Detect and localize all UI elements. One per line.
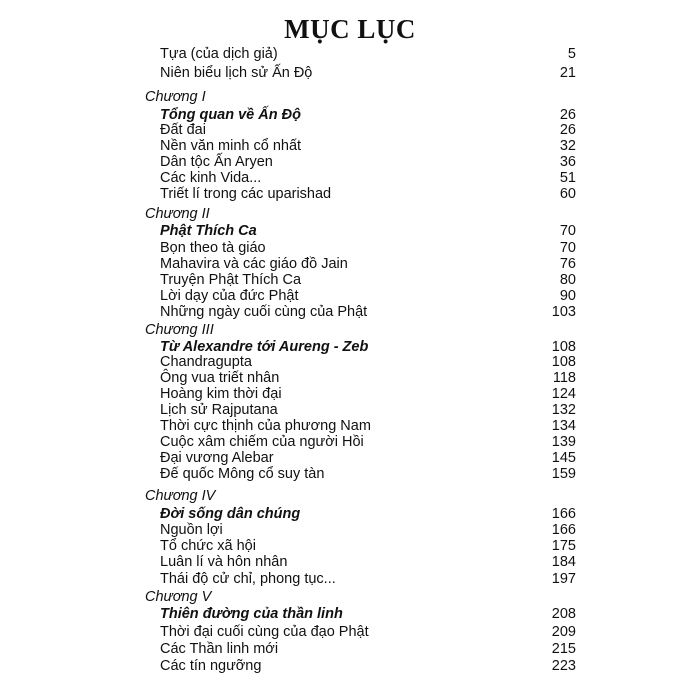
toc-entry-row <box>0 640 700 658</box>
entry-title: Luân lí và hôn nhân <box>160 554 288 570</box>
chapter-heading-row <box>0 88 700 106</box>
page-number: 215 <box>551 641 576 657</box>
page-number: 197 <box>551 571 576 587</box>
toc-entry-row <box>0 657 700 675</box>
entry-title: Chandragupta <box>160 354 252 370</box>
toc-entry-row <box>0 553 700 571</box>
section-title-row <box>0 222 700 240</box>
section-title: Thiên đường của thần linh <box>160 606 343 622</box>
page-number: 108 <box>551 339 576 355</box>
toc-entry-row <box>0 185 700 203</box>
chapter-label: Chương IV <box>145 488 216 504</box>
page-title: MỤC LỤC <box>284 14 416 44</box>
page-number: 103 <box>551 304 576 320</box>
entry-title: Thời cực thịnh của phương Nam <box>160 418 371 434</box>
entry-title: Đất đai <box>160 122 206 138</box>
page-number: 166 <box>551 522 576 538</box>
page-number: 139 <box>551 434 576 450</box>
entry-title: Ông vua triết nhân <box>160 370 280 386</box>
page-number: 70 <box>559 240 576 256</box>
chapter-heading-row <box>0 205 700 223</box>
toc-entry-row <box>0 623 700 641</box>
page-number: 26 <box>559 122 576 138</box>
page-number: 132 <box>551 402 576 418</box>
page-number: 208 <box>551 606 576 622</box>
entry-title: Lời dạy của đức Phật <box>160 288 299 304</box>
section-title: Đời sống dân chúng <box>160 506 301 522</box>
entry-title: Nền văn minh cổ nhất <box>160 138 302 154</box>
entry-title: Các kinh Vida... <box>160 170 262 186</box>
page-number: 223 <box>551 658 576 674</box>
toc-entry-row <box>0 45 700 63</box>
entry-title: Triết lí trong các uparishad <box>160 186 332 202</box>
entry-title: Niên biểu lịch sử Ấn Độ <box>160 65 313 81</box>
entry-title: Đế quốc Mông cổ suy tàn <box>160 466 325 482</box>
section-title: Tổng quan về Ấn Độ <box>160 107 301 123</box>
entry-title: Truyện Phật Thích Ca <box>160 272 302 288</box>
section-title: Từ Alexandre tới Aureng - Zeb <box>160 339 369 355</box>
page-number: 90 <box>559 288 576 304</box>
chapter-heading-row <box>0 321 700 339</box>
chapter-heading-row <box>0 588 700 606</box>
entry-title: Tựa (của dịch giả) <box>160 46 278 62</box>
section-title: Phật Thích Ca <box>160 223 257 239</box>
entry-title: Cuộc xâm chiếm của người Hồi <box>160 434 364 450</box>
page-number: 51 <box>559 170 576 186</box>
entry-title: Thời đại cuối cùng của đạo Phật <box>160 624 369 640</box>
page-number: 108 <box>551 354 576 370</box>
entry-title: Bọn theo tà giáo <box>160 240 266 256</box>
entry-title: Nguồn lợi <box>160 522 223 538</box>
chapter-label: Chương III <box>145 322 214 338</box>
chapter-heading-row <box>0 487 700 505</box>
page-number: 5 <box>567 46 576 62</box>
page-number: 80 <box>559 272 576 288</box>
entry-title: Dân tộc Ấn Aryen <box>160 154 273 170</box>
entry-title: Đại vương Alebar <box>160 450 274 466</box>
page-number: 26 <box>559 107 576 123</box>
section-title-row <box>0 605 700 623</box>
entry-title: Tổ chức xã hội <box>160 538 256 554</box>
chapter-label: Chương V <box>145 589 212 605</box>
page-number: 36 <box>559 154 576 170</box>
page-number: 209 <box>551 624 576 640</box>
page-number: 184 <box>551 554 576 570</box>
page-number: 21 <box>559 65 576 81</box>
page-number: 175 <box>551 538 576 554</box>
toc-entry-row <box>0 570 700 588</box>
toc-entry-row <box>0 465 700 483</box>
page-number: 145 <box>551 450 576 466</box>
page-number: 159 <box>551 466 576 482</box>
chapter-label: Chương I <box>145 89 206 105</box>
entry-title: Lịch sử Rajputana <box>160 402 278 418</box>
entry-title: Các Thần linh mới <box>160 641 279 657</box>
page-number: 124 <box>551 386 576 402</box>
page-number: 76 <box>559 256 576 272</box>
page-number: 134 <box>551 418 576 434</box>
entry-title: Hoàng kim thời đại <box>160 386 282 402</box>
page-number: 32 <box>559 138 576 154</box>
page-number: 118 <box>552 370 576 386</box>
chapter-label: Chương II <box>145 206 210 222</box>
entry-title: Mahavira và các giáo đồ Jain <box>160 256 348 272</box>
page-number: 166 <box>551 506 576 522</box>
toc-entry-row <box>0 303 700 321</box>
toc-entry-row <box>0 64 700 82</box>
entry-title: Những ngày cuối cùng của Phật <box>160 304 368 320</box>
entry-title: Các tín ngưỡng <box>160 658 262 674</box>
entry-title: Thái độ cử chỉ, phong tục... <box>160 571 336 587</box>
page-number: 60 <box>559 186 576 202</box>
page-number: 70 <box>559 223 576 239</box>
